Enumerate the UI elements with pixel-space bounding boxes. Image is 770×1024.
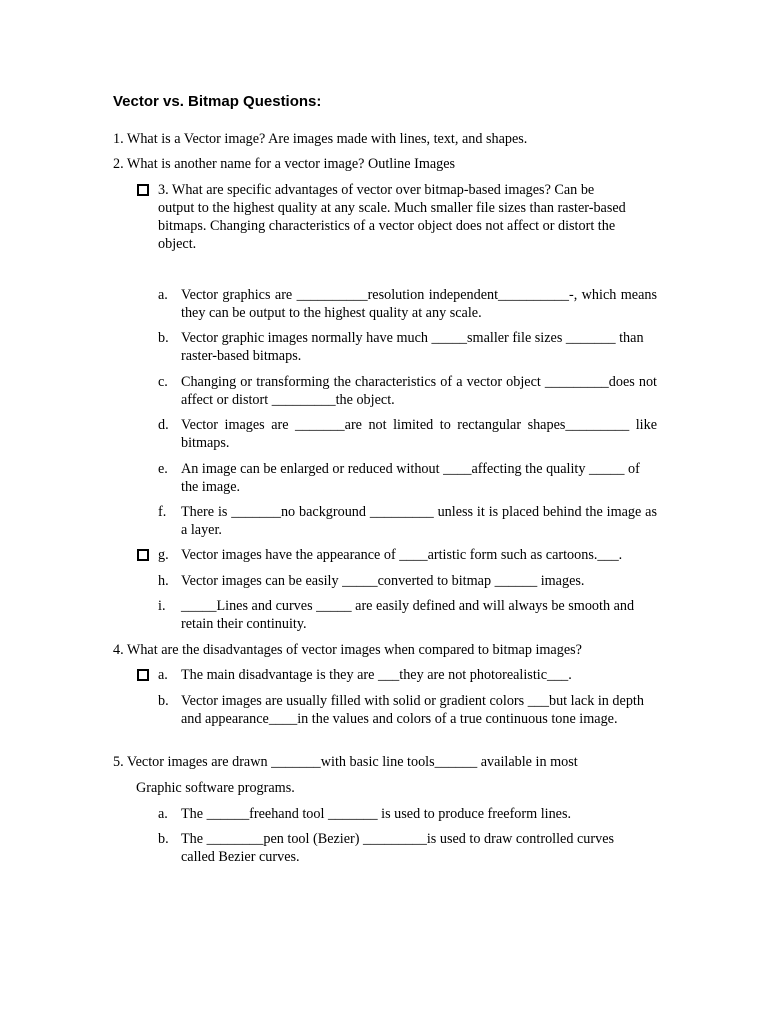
list-item: Vector images are _______are not limited to rectangular shapes_________ like bitmaps. — [181, 417, 657, 451]
list-item: There is _______no background _________ unless it is placed behind the image as a layer. — [181, 504, 657, 538]
list-marker: a. — [158, 806, 168, 822]
list-marker: h. — [158, 573, 169, 589]
document-title: Vector vs. Bitmap Questions: — [113, 93, 322, 110]
list-item: _____Lines and curves _____ are easily defined and will always be smooth and retain their continuity. — [181, 598, 635, 632]
checkbox-icon[interactable] — [137, 549, 149, 561]
list-item: Vector images are usually filled with solid or gradient colors ___but lack in depth and appearance____in the values and colors of a true continuous tone image. — [181, 693, 644, 727]
list-item: The ________pen tool (Bezier) _________is used to draw controlled curves called Bezier curves. — [181, 831, 615, 865]
list-item: Vector images have the appearance of ____artistic form such as cartoons.___. — [181, 547, 623, 563]
question-2: 2. What is another name for a vector image? Outline Images — [113, 156, 456, 172]
list-item: The main disadvantage is they are ___they are not photorealistic___. — [181, 667, 572, 683]
list-marker: f. — [158, 504, 167, 520]
question-4: 4. What are the disadvantages of vector images when compared to bitmap images? — [113, 642, 582, 658]
list-marker: b. — [158, 693, 169, 709]
list-item: Vector graphic images normally have much _____smaller file sizes _______ than raster-based bitmaps. — [181, 330, 644, 364]
checkbox-icon[interactable] — [137, 184, 149, 196]
list-item: The ______freehand tool _______ is used to produce freeform lines. — [181, 806, 572, 822]
list-marker: d. — [158, 417, 169, 433]
list-marker: g. — [158, 547, 169, 563]
list-marker: a. — [158, 667, 168, 683]
question-3: 3. What are specific advantages of vector over bitmap-based images? Can be output to the highest quality at any scale. Much smaller file sizes than raster-based bitmaps. Changing characteristics of a vector object does not affect or distort the object. — [158, 182, 626, 252]
list-item: An image can be enlarged or reduced without ____affecting the quality _____ of the image. — [181, 461, 640, 495]
list-item: Changing or transforming the characteristics of a vector object _________does not affect or distort _________the object. — [181, 374, 657, 408]
list-item: Vector graphics are __________resolution independent__________-, which means they can be output to the highest quality at any scale. — [181, 287, 657, 321]
list-marker: b. — [158, 831, 169, 847]
list-marker: a. — [158, 287, 168, 303]
question-5: 5. Vector images are drawn _______with basic line tools______ available in most — [113, 754, 578, 770]
list-marker: e. — [158, 461, 168, 477]
list-marker: c. — [158, 374, 168, 390]
question-1: 1. What is a Vector image? Are images made with lines, text, and shapes. — [113, 131, 528, 147]
list-marker: i. — [158, 598, 166, 614]
list-marker: b. — [158, 330, 169, 346]
checkbox-icon[interactable] — [137, 669, 149, 681]
list-item: Vector images can be easily _____converted to bitmap ______ images. — [181, 573, 585, 589]
question-5-continuation: Graphic software programs. — [136, 780, 295, 796]
